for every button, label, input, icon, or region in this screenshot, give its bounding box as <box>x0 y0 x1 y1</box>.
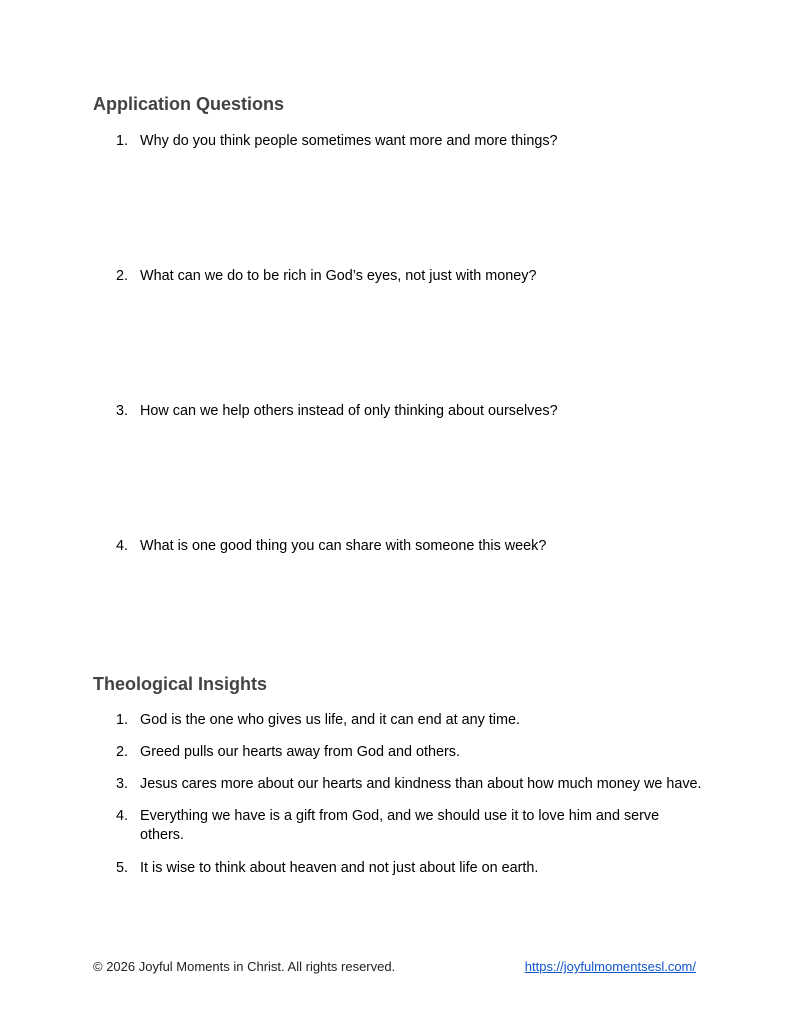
theological-insight-item <box>116 859 706 878</box>
theological-insight-item <box>116 743 706 762</box>
list-number: 5. <box>116 860 129 876</box>
question-text: What can we do to be rich in God’s eyes, not just with money? <box>140 268 537 284</box>
application-question-item <box>116 537 706 556</box>
application-question-item <box>116 402 706 421</box>
theological-insight-item <box>116 807 676 845</box>
list-number: 1. <box>116 133 129 149</box>
copyright-text: © 2026 Joyful Moments in Christ. All rights reserved. <box>93 959 396 974</box>
list-number: 1. <box>116 712 129 728</box>
application-questions-heading: Application Questions <box>93 94 285 114</box>
theological-insights-heading: Theological Insights <box>93 674 268 694</box>
insight-text: Everything we have is a gift from God, and we should use it to love him and serve others. <box>140 808 660 843</box>
list-number: 2. <box>116 268 129 284</box>
insight-text: Greed pulls our hearts away from God and others. <box>140 744 460 760</box>
list-number: 3. <box>116 403 129 419</box>
website-link[interactable]: https://joyfulmomentsesl.com/ <box>524 959 696 974</box>
list-number: 3. <box>116 776 129 792</box>
list-number: 4. <box>116 538 129 554</box>
question-text: What is one good thing you can share with someone this week? <box>140 538 547 554</box>
theological-insight-item <box>116 711 706 730</box>
question-text: Why do you think people sometimes want more and more things? <box>140 133 558 149</box>
application-question-item <box>116 132 706 151</box>
list-number: 4. <box>116 808 129 824</box>
theological-insight-item <box>116 775 706 794</box>
list-number: 2. <box>116 744 129 760</box>
application-question-item <box>116 267 706 286</box>
insight-text: Jesus cares more about our hearts and kindness than about how much money we have. <box>140 776 702 792</box>
insight-text: It is wise to think about heaven and not just about life on earth. <box>140 860 539 876</box>
insight-text: God is the one who gives us life, and it can end at any time. <box>140 712 520 728</box>
question-text: How can we help others instead of only thinking about ourselves? <box>140 403 558 419</box>
